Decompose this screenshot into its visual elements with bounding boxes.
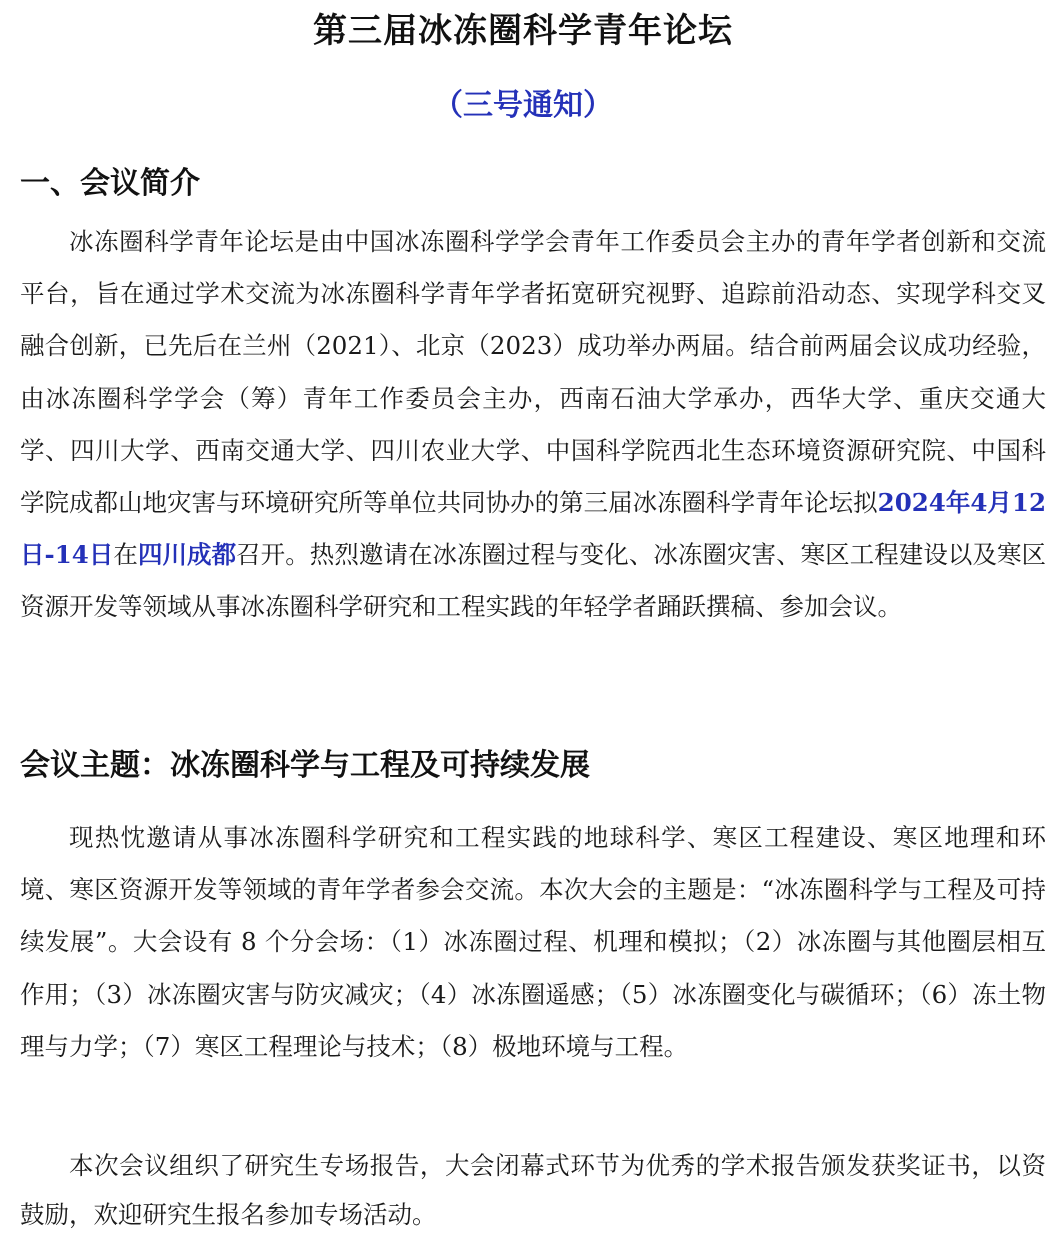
document-title: 第三届冰冻圈科学青年论坛 <box>313 11 733 51</box>
introduction-paragraph <box>20 216 1046 634</box>
student-session-paragraph: 本次会议组织了研究生专场报告，大会闭幕式环节为优秀的学术报告颁发获奖证书，以资鼓励，欢迎研究生报名参加专场活动。 <box>20 1151 1046 1229</box>
section-heading-introduction: 一、会议简介 <box>20 166 200 201</box>
intro-text-part3: 召开。热烈邀请在冰冻圈过程与变化、冰冻圈灾害、寒区工程建设以及寒区资源开发等领域从事冰冻圈科学研究和工程实践的年轻学者踊跃撰稿、参加会议。 <box>20 540 1046 622</box>
document-subtitle: （三号通知） <box>433 88 613 123</box>
intro-text-part1: 冰冻圈科学青年论坛是由中国冰冻圈科学学会青年工作委员会主办的青年学者创新和交流平台，旨在通过学术交流为冰冻圈科学青年学者拓宽研究视野、追踪前沿动态、实现学科交叉融合创新，已先后在兰州（2021）、北京（2023）成功举办两届。结合前两届会议成功经验，由冰冻圈科学学会（筹）青年工作委员会主办，西南石油大学承办，西华大学、重庆交通大学、四川大学、西南交通大学、四川农业大学、中国科学院西北生态环境资源研究院、中国科学院成都山地灾害与环境研究所等单位共同协办的第三届冰冻圈科学青年论坛拟 <box>20 227 1046 518</box>
intro-text-part2: 在 <box>113 540 138 570</box>
theme-paragraph: 现热忱邀请从事冰冻圈科学研究和工程实践的地球科学、寒区工程建设、寒区地理和环境、寒区资源开发等领域的青年学者参会交流。本次大会的主题是：“冰冻圈科学与工程及可持续发展”。大会设有 8 个分会场：（1）冰冻圈过程、机理和模拟；（2）冰冻圈与其他圈层相互作用；（3）冰冻圈灾害与防灾减灾；（4）冰冻圈遥感；（5）冰冻圈变化与碳循环；（6）冻土物理与力学；（7）寒区工程理论与技术；（8）极地环境与工程。 <box>20 823 1046 1061</box>
meeting-location: 四川成都 <box>137 540 237 570</box>
meeting-date: 2024年4月12日-14日 <box>20 488 1046 570</box>
section-heading-theme: 会议主题：冰冻圈科学与工程及可持续发展 <box>20 748 590 783</box>
